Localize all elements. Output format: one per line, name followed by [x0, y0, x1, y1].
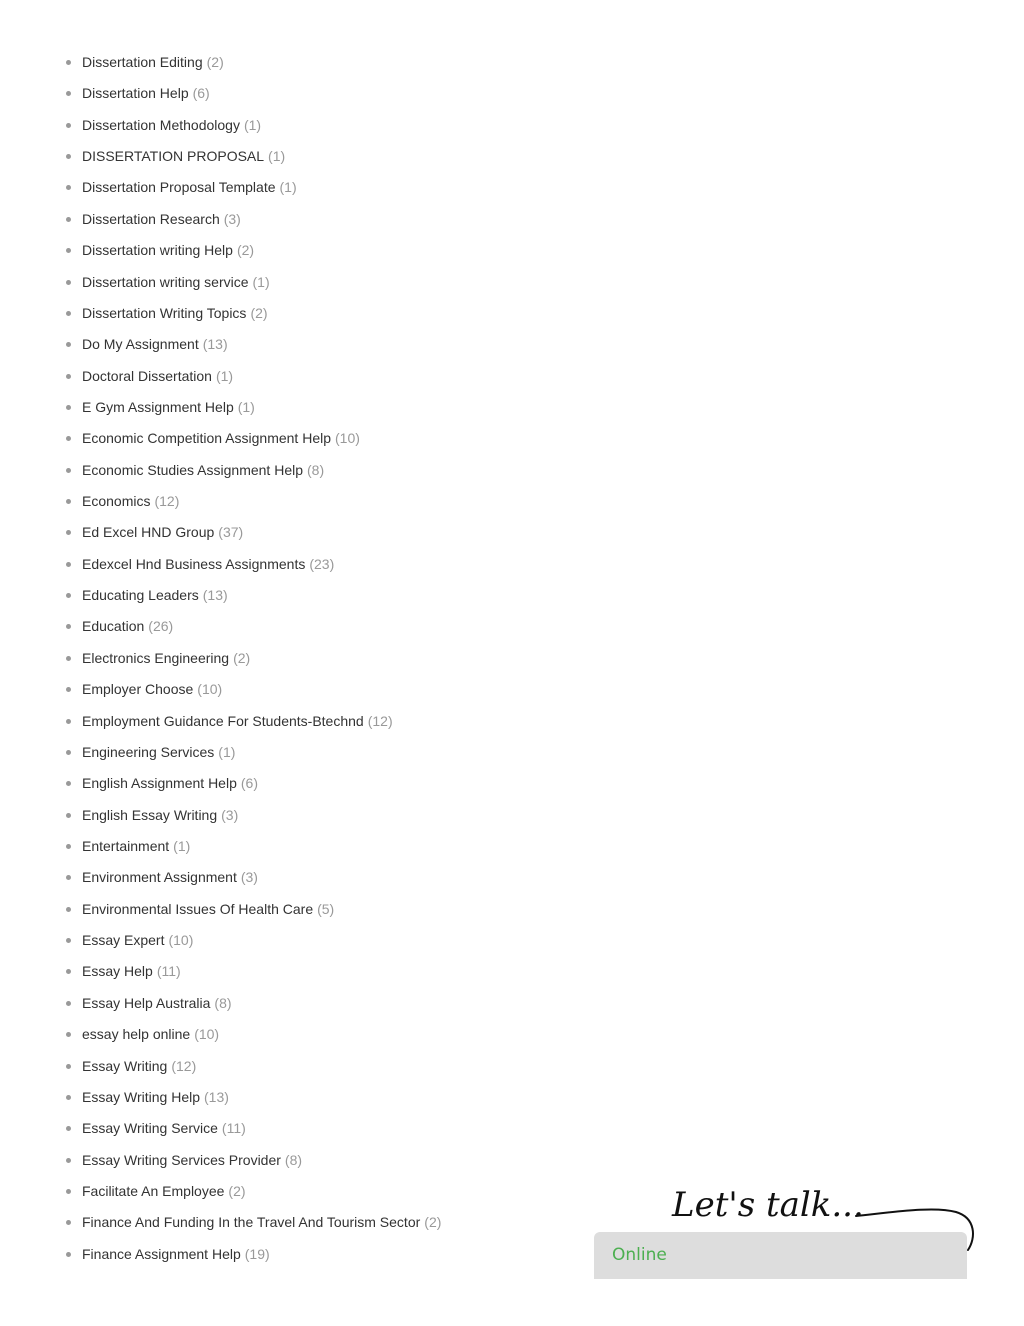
category-count: (8) — [214, 994, 232, 1011]
category-count: (1) — [268, 148, 286, 165]
category-count: (13) — [202, 587, 228, 604]
list-item — [82, 804, 441, 835]
bullet-icon — [66, 154, 71, 159]
bullet-icon — [66, 123, 71, 128]
bullet-icon — [66, 1095, 71, 1100]
chat-widget[interactable] — [594, 1168, 976, 1280]
bullet-icon — [66, 311, 71, 316]
list-item — [82, 51, 441, 82]
list-item — [82, 114, 441, 145]
bullet-icon — [66, 530, 71, 535]
category-count: (23) — [309, 555, 335, 572]
category-count: (1) — [173, 837, 191, 854]
category-count: (1) — [279, 179, 297, 196]
category-link[interactable]: Dissertation Help — [82, 85, 189, 102]
category-link[interactable]: Economic Competition Assignment Help — [82, 430, 332, 447]
bullet-icon — [66, 938, 71, 943]
category-link[interactable]: essay help online — [82, 1026, 191, 1043]
category-link[interactable]: Entertainment — [82, 837, 170, 854]
category-list — [82, 51, 441, 1274]
list-item — [82, 302, 441, 333]
category-link[interactable]: Education — [82, 618, 145, 635]
list-item — [82, 615, 441, 646]
bullet-icon — [66, 1189, 71, 1194]
bullet-icon — [66, 1064, 71, 1069]
lets-talk-text: Let's talk... — [672, 1185, 864, 1225]
list-item — [82, 929, 441, 960]
bullet-icon — [66, 185, 71, 190]
bullet-icon — [66, 969, 71, 974]
list-item — [82, 1211, 441, 1242]
category-count: (6) — [240, 775, 258, 792]
category-count: (1) — [237, 398, 255, 415]
category-link[interactable]: Engineering Services — [82, 743, 215, 760]
category-link[interactable]: Dissertation writing Help — [82, 242, 233, 259]
list-item — [82, 1023, 441, 1054]
list-item — [82, 741, 441, 772]
category-count: (2) — [424, 1214, 442, 1231]
category-link[interactable]: Essay Writing — [82, 1057, 168, 1074]
category-link[interactable]: Essay Expert — [82, 932, 165, 949]
bullet-icon — [66, 593, 71, 598]
category-count: (10) — [197, 681, 223, 698]
category-count: (3) — [221, 806, 239, 823]
bullet-icon — [66, 91, 71, 96]
list-item — [82, 396, 441, 427]
category-link[interactable]: English Essay Writing — [82, 806, 218, 823]
category-link[interactable]: Environmental Issues Of Health Care — [82, 900, 314, 917]
category-count: (1) — [252, 273, 270, 290]
list-item — [82, 145, 441, 176]
category-count: (13) — [202, 336, 228, 353]
chat-status-label: Online — [612, 1245, 667, 1265]
list-item — [82, 427, 441, 458]
category-link[interactable]: Dissertation Methodology — [82, 116, 240, 133]
category-count: (1) — [215, 367, 234, 384]
list-item — [82, 365, 441, 396]
bullet-icon — [66, 813, 71, 818]
category-link[interactable]: Economic Studies Assignment Help — [82, 461, 303, 478]
bullet-icon — [66, 248, 71, 253]
list-item — [82, 835, 441, 866]
bullet-icon — [66, 405, 71, 410]
category-link[interactable]: Essay Writing Services Provider — [82, 1151, 281, 1168]
chat-status-bar[interactable] — [594, 1232, 967, 1279]
category-count: (2) — [206, 54, 224, 70]
bullet-icon — [66, 656, 71, 661]
bullet-icon — [66, 875, 71, 880]
category-link[interactable]: Employment Guidance For Students-Btechnd — [82, 712, 364, 729]
list-item — [82, 176, 441, 207]
category-count: (8) — [284, 1151, 303, 1168]
list-item — [82, 271, 441, 302]
category-link[interactable]: Edexcel Hnd Business Assignments — [82, 555, 306, 572]
category-count: (11) — [221, 1120, 246, 1137]
list-item — [82, 1180, 441, 1211]
category-count: (12) — [367, 712, 393, 729]
category-link[interactable]: Environment Assignment — [82, 869, 237, 886]
bullet-icon — [66, 844, 71, 849]
bullet-icon — [66, 624, 71, 629]
category-link[interactable]: Essay Help Australia — [82, 994, 211, 1011]
category-link[interactable]: Dissertation Writing Topics — [82, 304, 247, 321]
bullet-icon — [66, 562, 71, 567]
category-count: (5) — [317, 900, 335, 917]
category-link[interactable]: Essay Writing Service — [82, 1120, 218, 1137]
category-count: (11) — [156, 963, 181, 980]
list-item — [82, 960, 441, 991]
bullet-icon — [66, 436, 71, 441]
category-link[interactable]: DISSERTATION PROPOSAL — [82, 148, 265, 165]
category-link[interactable]: Economics — [82, 493, 151, 510]
category-count: (2) — [250, 304, 268, 321]
bullet-icon — [66, 907, 71, 912]
category-link[interactable]: Electronics Engineering — [82, 649, 230, 666]
list-item — [82, 678, 441, 709]
category-count: (12) — [171, 1057, 197, 1074]
list-item — [82, 1149, 441, 1180]
category-link[interactable]: Dissertation Research — [82, 210, 220, 227]
category-count: (26) — [148, 618, 174, 635]
bullet-icon — [66, 374, 71, 379]
category-link[interactable]: Dissertation writing service — [82, 273, 249, 290]
category-count: (10) — [335, 430, 360, 447]
category-link[interactable]: Finance Assignment Help — [82, 1245, 241, 1262]
bullet-icon — [66, 1220, 71, 1225]
list-item — [82, 710, 441, 741]
bullet-icon — [66, 750, 71, 755]
category-count: (2) — [228, 1182, 246, 1199]
list-item — [82, 239, 441, 270]
bullet-icon — [66, 499, 71, 504]
list-item — [82, 866, 441, 897]
category-link[interactable]: Educating Leaders — [82, 587, 199, 604]
bullet-icon — [66, 719, 71, 724]
list-item — [82, 1243, 441, 1274]
list-item — [82, 490, 441, 521]
category-link[interactable]: E Gym Assignment Help — [82, 398, 234, 415]
category-link[interactable]: Dissertation Editing — [82, 54, 203, 70]
category-count: (10) — [168, 932, 194, 949]
category-count: (6) — [192, 85, 210, 102]
list-item — [82, 898, 441, 929]
bullet-icon — [66, 1001, 71, 1006]
category-link[interactable]: Facilitate An Employee — [82, 1182, 225, 1199]
category-count: (19) — [244, 1245, 270, 1262]
list-item — [82, 772, 441, 803]
bullet-icon — [66, 1158, 71, 1163]
category-count: (3) — [240, 869, 258, 886]
category-link[interactable]: Do My Assignment — [82, 336, 199, 353]
bullet-icon — [66, 1032, 71, 1037]
category-link[interactable]: Finance And Funding In the Travel And Tourism Sector — [82, 1214, 421, 1231]
category-count: (2) — [233, 649, 251, 666]
category-count: (1) — [218, 743, 236, 760]
category-count: (13) — [204, 1088, 229, 1105]
list-item — [82, 82, 441, 113]
list-item — [82, 647, 441, 678]
bullet-icon — [66, 342, 71, 347]
category-link[interactable]: Ed Excel HND Group — [82, 524, 215, 541]
category-count: (8) — [307, 461, 325, 478]
bullet-icon — [66, 217, 71, 222]
list-item — [82, 1055, 441, 1086]
bullet-icon — [66, 687, 71, 692]
category-count: (2) — [236, 242, 255, 259]
category-count: (1) — [243, 116, 262, 133]
list-item — [82, 459, 441, 490]
list-item — [82, 553, 441, 584]
bullet-icon — [66, 468, 71, 473]
category-count: (3) — [223, 210, 241, 227]
category-count: (10) — [194, 1026, 220, 1043]
category-count: (12) — [154, 493, 180, 510]
list-item — [82, 584, 441, 615]
list-item — [82, 1086, 441, 1117]
category-link[interactable]: Doctoral Dissertation — [82, 367, 212, 384]
list-item — [82, 333, 441, 364]
list-item — [82, 992, 441, 1023]
list-item — [82, 1117, 441, 1148]
category-link[interactable]: Essay Help — [82, 963, 153, 980]
category-link[interactable]: Essay Writing Help — [82, 1088, 201, 1105]
list-item — [82, 208, 441, 239]
list-item — [82, 521, 441, 552]
bullet-icon — [66, 60, 71, 65]
bullet-icon — [66, 1252, 71, 1257]
bullet-icon — [66, 781, 71, 786]
bullet-icon — [66, 1126, 71, 1131]
category-link[interactable]: Employer Choose — [82, 681, 194, 698]
category-link[interactable]: English Assignment Help — [82, 775, 237, 792]
bullet-icon — [66, 280, 71, 285]
category-count: (37) — [218, 524, 244, 541]
category-link[interactable]: Dissertation Proposal Template — [82, 179, 276, 196]
